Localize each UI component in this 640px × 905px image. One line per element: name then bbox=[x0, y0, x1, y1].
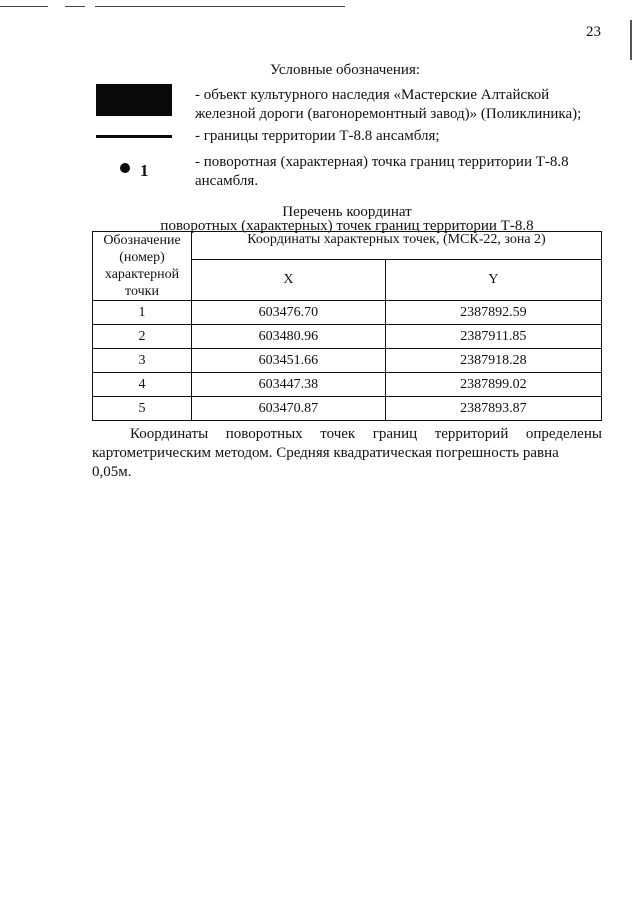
header-line: точки bbox=[125, 284, 159, 299]
header-coordinates-group: Координаты характерных точек, (МСК-22, зона 2) bbox=[192, 232, 602, 260]
cell-number: 1 bbox=[93, 301, 192, 325]
conclusion-word: Координаты bbox=[130, 426, 209, 442]
cell-y: 2387892.59 bbox=[385, 301, 601, 325]
table-row bbox=[93, 301, 602, 325]
legend-item-boundary bbox=[195, 127, 605, 146]
cell-x: 603470.87 bbox=[192, 397, 386, 421]
cell-x: 603476.70 bbox=[192, 301, 386, 325]
conclusion-line: картометрическим методом. Средняя квадратическая погрешность равна 0,05м. bbox=[92, 445, 559, 480]
scan-edge-mark bbox=[630, 20, 632, 60]
cell-number: 4 bbox=[93, 373, 192, 397]
legend-text-line: железной дороги (вагоноремонтный завод)» (Поликлиника); bbox=[195, 106, 582, 122]
cell-number: 5 bbox=[93, 397, 192, 421]
scan-artifact-line bbox=[95, 6, 345, 7]
page-number: 23 bbox=[586, 24, 601, 40]
cell-number: 3 bbox=[93, 349, 192, 373]
cell-x: 603451.66 bbox=[192, 349, 386, 373]
header-line: (номер) bbox=[119, 250, 165, 265]
conclusion-line bbox=[92, 425, 602, 444]
header-y: Y bbox=[385, 260, 601, 301]
scan-artifact-line bbox=[0, 6, 48, 7]
cell-y: 2387899.02 bbox=[385, 373, 601, 397]
legend-symbol-dot-icon bbox=[120, 163, 130, 173]
table-subtitle: поворотных (характерных) точек границ территории Т-8.8 bbox=[160, 218, 534, 234]
legend-symbol-label: 1 bbox=[140, 161, 149, 180]
cell-y: 2387893.87 bbox=[385, 397, 601, 421]
cell-y: 2387918.28 bbox=[385, 349, 601, 373]
legend-title: Условные обозначения: bbox=[270, 62, 421, 78]
legend-item-heritage-object bbox=[195, 86, 605, 124]
legend-symbol-heritage-object bbox=[96, 84, 172, 116]
table-row bbox=[93, 397, 602, 421]
conclusion-word: территорий bbox=[434, 426, 509, 442]
header-designation bbox=[93, 232, 192, 301]
coordinates-table bbox=[92, 231, 602, 421]
cell-y: 2387911.85 bbox=[385, 325, 601, 349]
table-header-row bbox=[93, 232, 602, 260]
conclusion-word: точек bbox=[320, 426, 356, 442]
conclusion-word: определены bbox=[525, 426, 602, 442]
table-row bbox=[93, 349, 602, 373]
table-row bbox=[93, 373, 602, 397]
conclusion-paragraph bbox=[92, 425, 602, 482]
cell-x: 603480.96 bbox=[192, 325, 386, 349]
header-line: Обозначение bbox=[103, 233, 181, 248]
table-title: Перечень координат bbox=[282, 204, 412, 220]
conclusion-word: границ bbox=[372, 426, 418, 442]
legend-text-line: - границы территории Т-8.8 ансамбля; bbox=[195, 128, 440, 144]
cell-x: 603447.38 bbox=[192, 373, 386, 397]
scan-artifact-line bbox=[65, 6, 85, 7]
legend-text-line: - объект культурного наследия «Мастерские Алтайской bbox=[195, 87, 550, 103]
legend-text-line: - поворотная (характерная) точка границ территории Т-8.8 bbox=[195, 154, 569, 170]
legend-text-line: ансамбля. bbox=[195, 173, 259, 189]
table-row bbox=[93, 325, 602, 349]
cell-number: 2 bbox=[93, 325, 192, 349]
conclusion-word: поворотных bbox=[225, 426, 303, 442]
legend-item-turning-point bbox=[195, 153, 605, 191]
header-line: характерной bbox=[104, 267, 180, 282]
header-x: X bbox=[192, 260, 386, 301]
legend-symbol-boundary-line bbox=[96, 135, 172, 138]
